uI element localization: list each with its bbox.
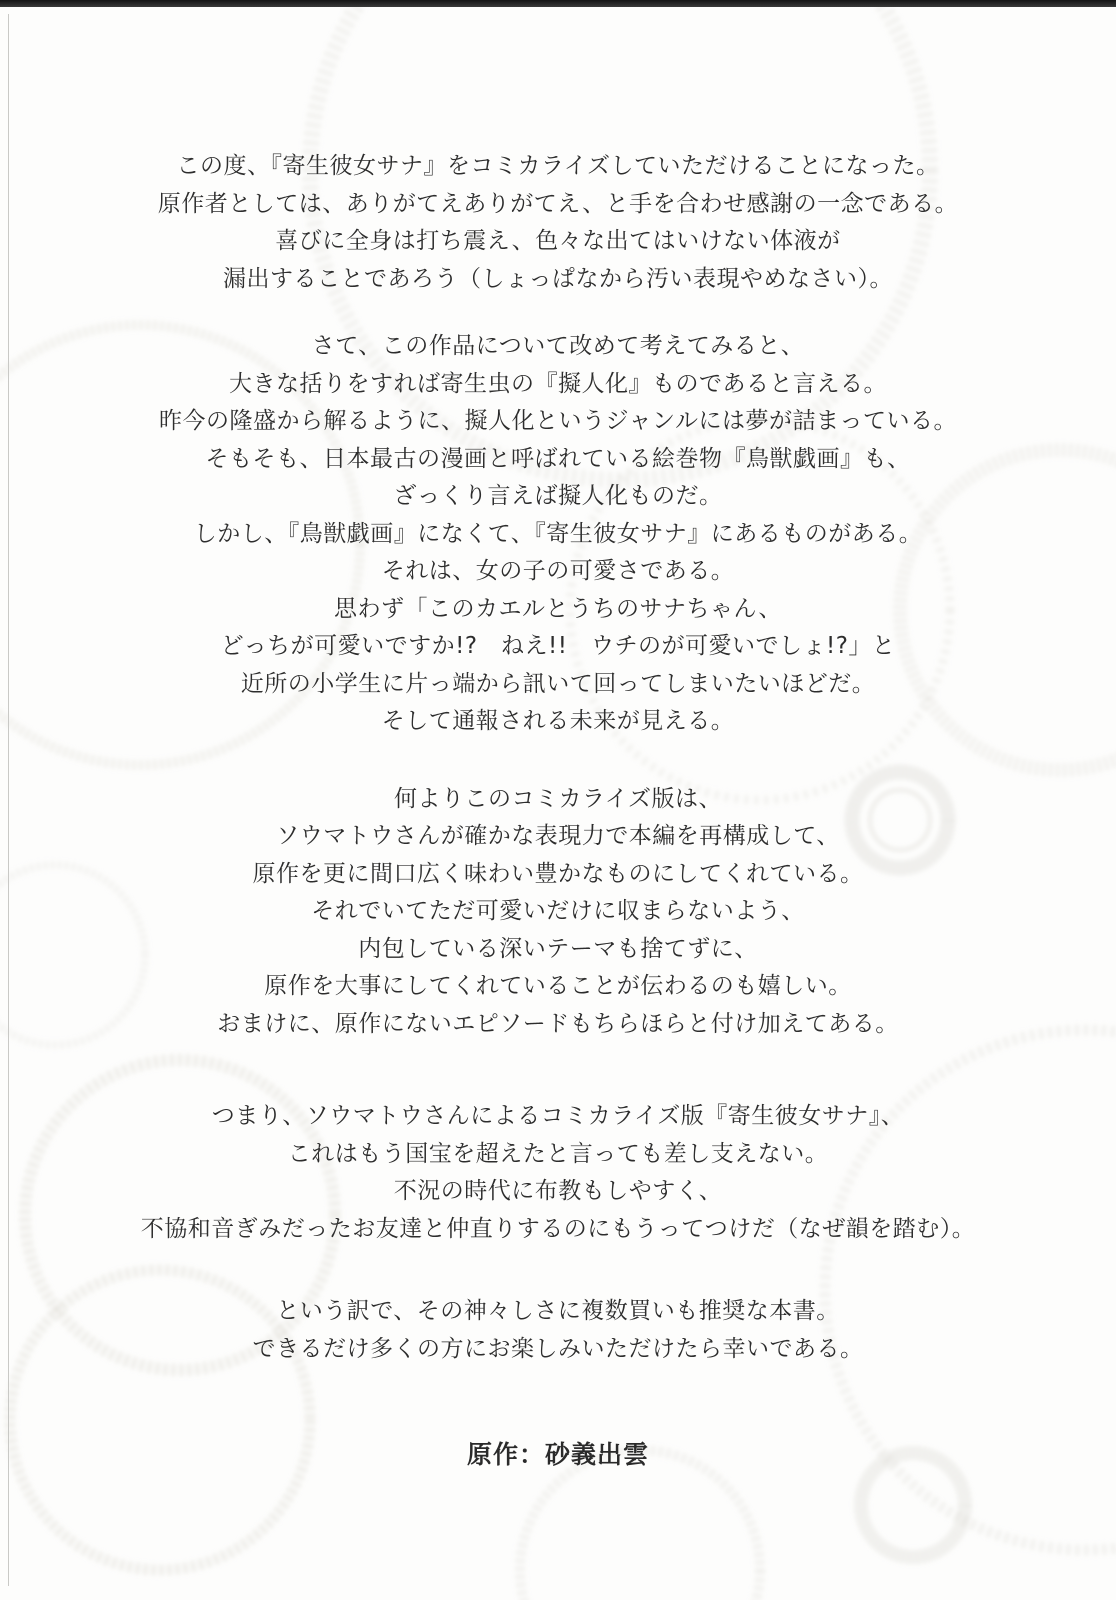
- text-line: 漏出することであろう（しょっぱなから汚い表現やめなさい）。: [223, 265, 893, 292]
- text-line: この度、『寄生彼女サナ』をコミカライズしていただけることになった。: [176, 153, 940, 179]
- author-credit: 原作：砂義出雲: [466, 1440, 649, 1469]
- text-line: 原作を更に間口広く味わい豊かなものにしてくれている。: [252, 860, 864, 887]
- text-line: 原作者としては、ありがてえありがてえ、と手を合わせ感謝の一念である。: [157, 190, 959, 217]
- text-line: 不況の時代に布教もしやすく、: [393, 1178, 723, 1204]
- afterword-text: [0, 148, 1116, 1474]
- paragraph-2: [0, 328, 1116, 741]
- text-line: それでいてただ可愛いだけに収まらないよう、: [311, 898, 805, 924]
- text-line: 大きな括りをすれば寄生虫の『擬人化』ものであると言える。: [229, 370, 887, 397]
- text-line: おまけに、原作にないエピソードもちらほらと付け加えてある。: [217, 1010, 899, 1037]
- text-line: どっちが可愛いですか!? ねえ!! ウチのが可愛いでしょ!?」と: [220, 633, 896, 659]
- text-line: つまり、ソウマトウさんによるコミカライズ版『寄生彼女サナ』、: [211, 1103, 905, 1129]
- text-line: 内包している深いテーマも捨てずに、: [358, 935, 758, 962]
- paragraph-5: [0, 1293, 1116, 1368]
- text-line: という訳で、その神々しさに複数買いも推奨な本書。: [276, 1298, 840, 1324]
- scan-top-edge: [0, 0, 1116, 7]
- paragraph-4: [0, 1098, 1116, 1248]
- text-line: 原作を大事にしてくれていることが伝わるのも嬉しい。: [264, 973, 852, 999]
- text-line: 喜びに全身は打ち震え、色々な出てはいけない体液が: [275, 228, 841, 254]
- text-line: ざっくり言えば擬人化ものだ。: [393, 483, 723, 509]
- paragraph-1: [0, 148, 1116, 298]
- paragraph-3: [0, 781, 1116, 1044]
- text-line: さて、この作品について改めて考えてみると、: [311, 333, 805, 359]
- text-line: それは、女の子の可愛さである。: [381, 558, 735, 584]
- text-line: 不協和音ぎみだったお友達と仲直りするのにもうってつけだ（なぜ韻を踏む）。: [140, 1215, 976, 1242]
- text-line: これはもう国宝を超えたと言っても差し支えない。: [287, 1140, 829, 1167]
- text-line: そもそも、日本最古の漫画と呼ばれている絵巻物『鳥獣戯画』も、: [205, 445, 911, 472]
- text-line: 近所の小学生に片っ端から訊いて回ってしまいたいほどだ。: [240, 670, 876, 697]
- text-line: 何よりこのコミカライズ版は、: [393, 785, 723, 812]
- text-line: しかし、『鳥獣戯画』になくて、『寄生彼女サナ』にあるものがある。: [193, 520, 923, 547]
- text-line: そして通報される未来が見える。: [381, 708, 735, 734]
- text-line: 昨今の隆盛から解るように、擬人化というジャンルには夢が詰まっている。: [159, 408, 957, 434]
- text-line: できるだけ多くの方にお楽しみいただけたら幸いである。: [252, 1335, 864, 1362]
- text-line: 思わず「このカエルとうちのサナちゃん、: [334, 595, 782, 622]
- text-line: ソウマトウさんが確かな表現力で本編を再構成して、: [276, 823, 840, 849]
